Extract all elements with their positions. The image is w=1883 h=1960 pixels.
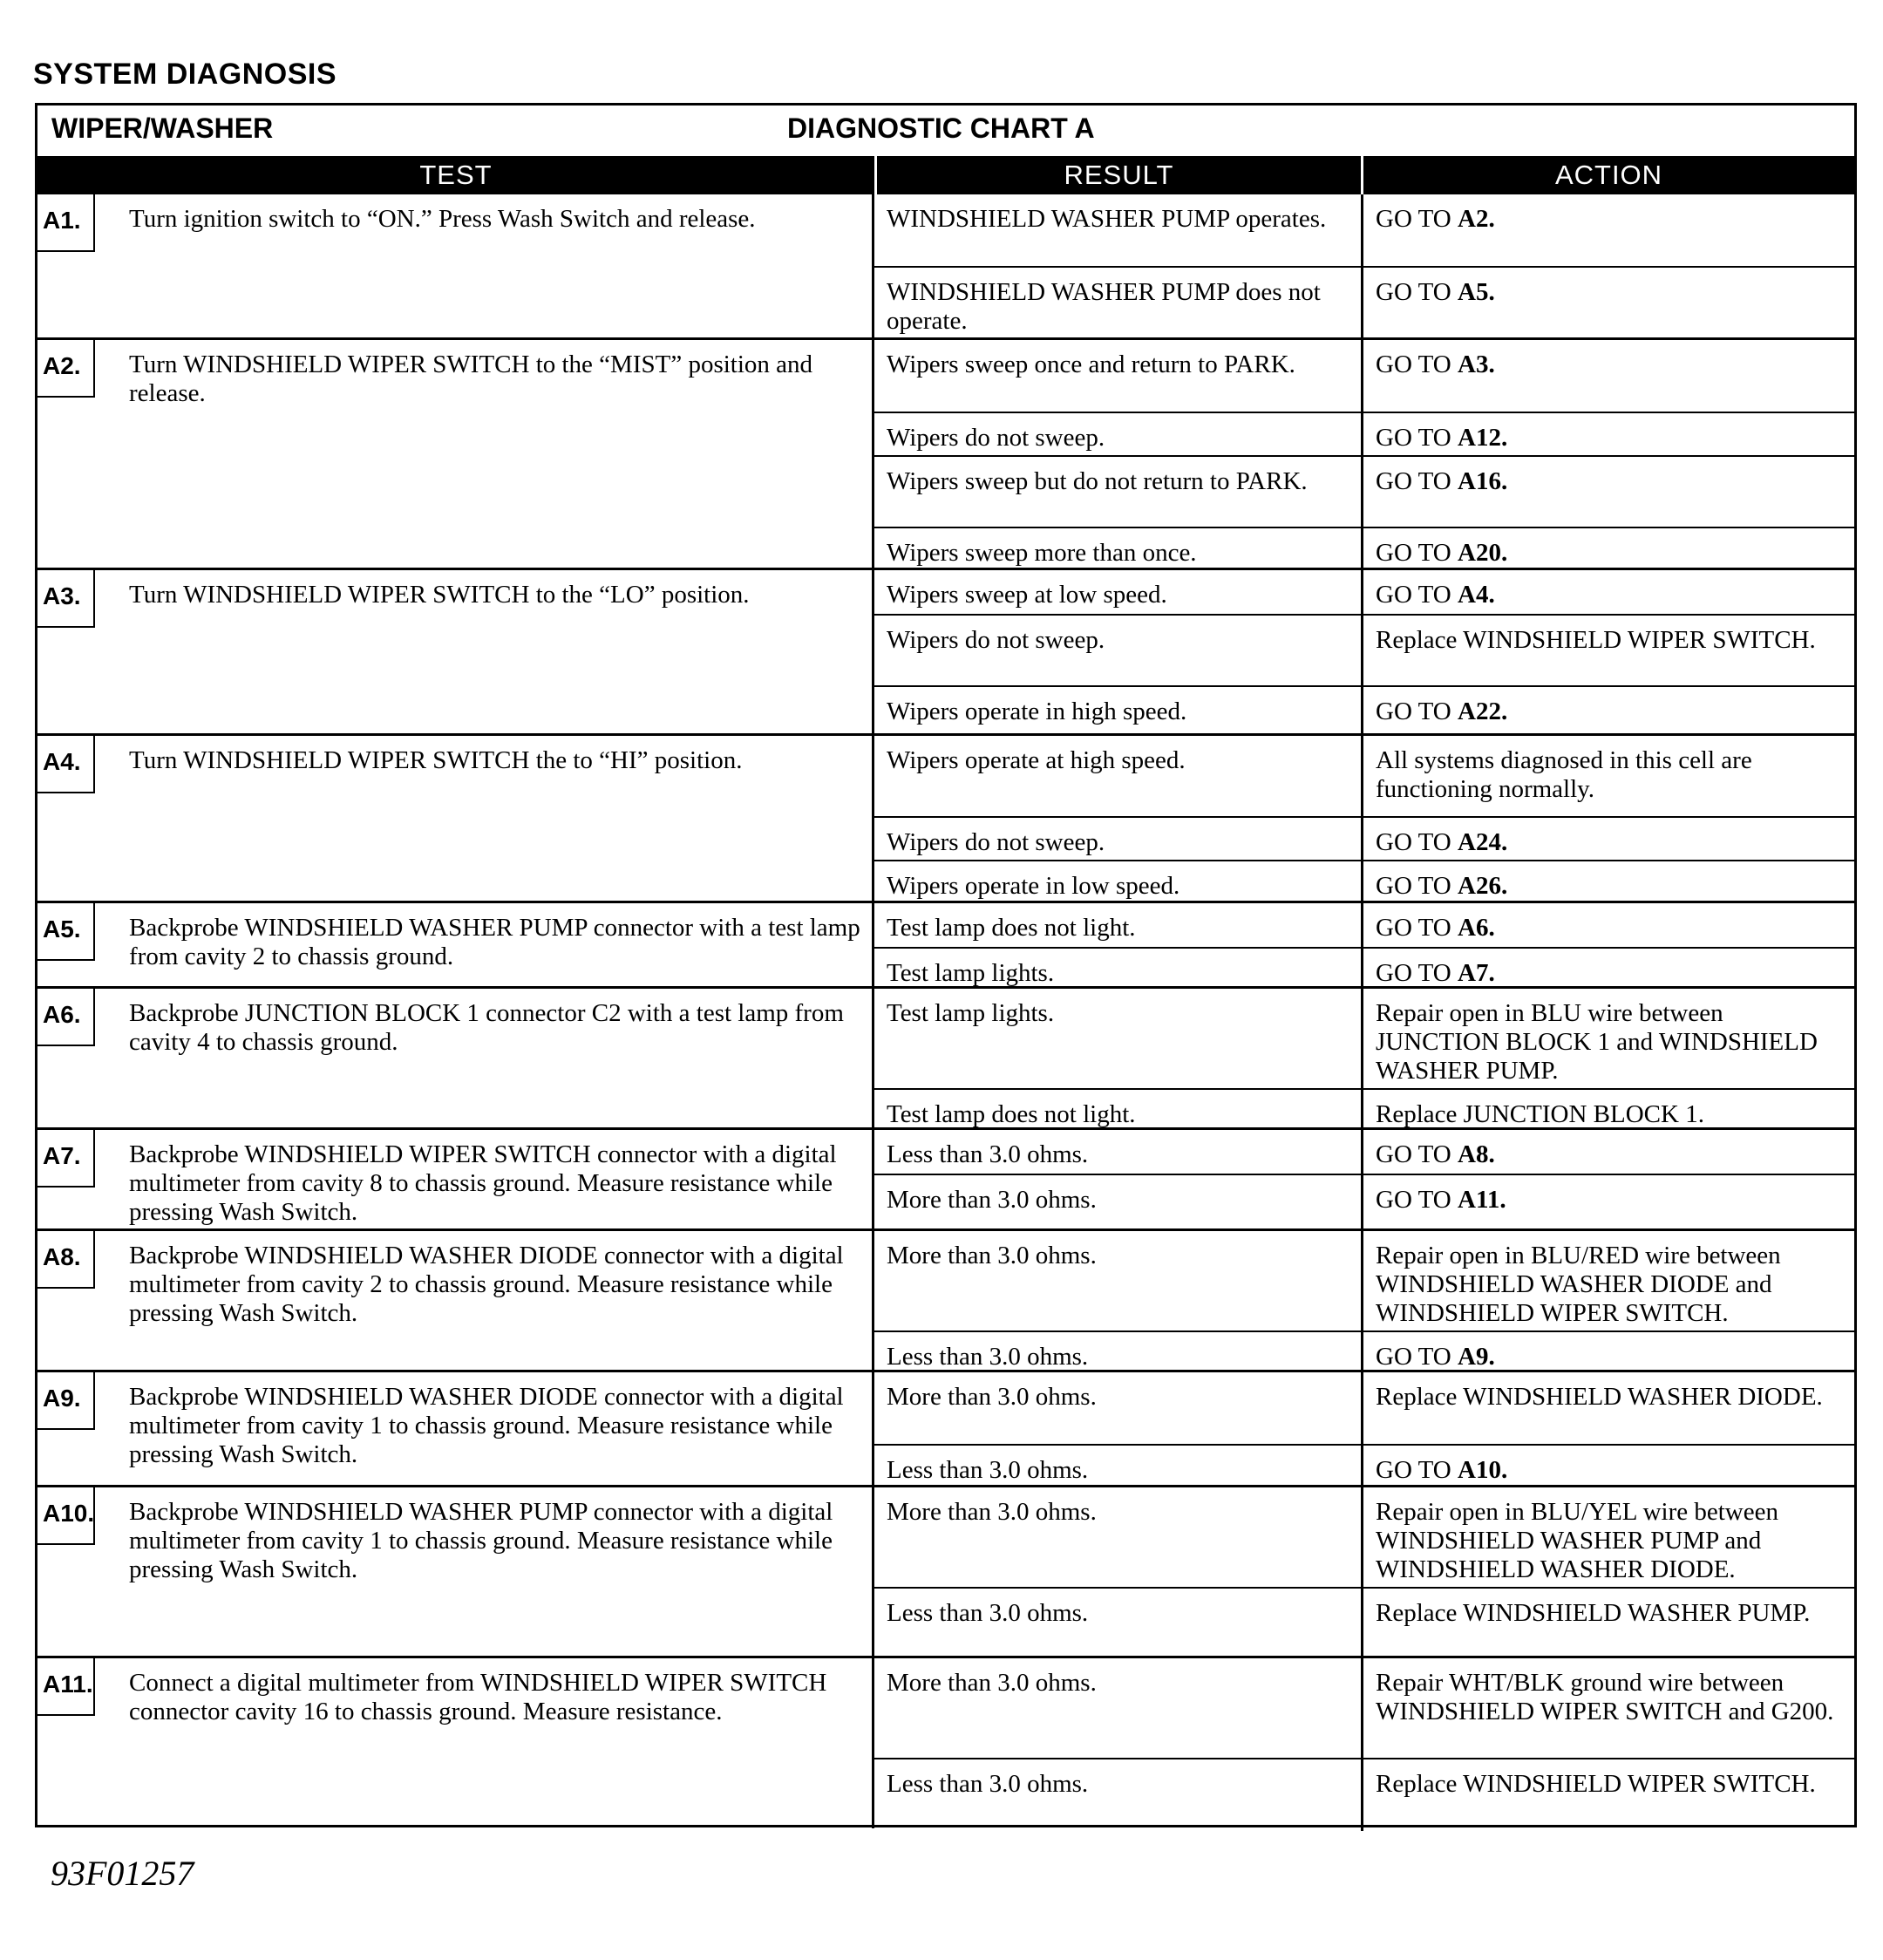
- action-cell: [1361, 457, 1854, 527]
- result-text: Test lamp does not light.: [887, 914, 1136, 942]
- figure-code: 93F01257: [51, 1854, 194, 1893]
- test-text: Backprobe WINDSHIELD WASHER PUMP connector with a digital multimeter from cavity 1 to chassis ground. Measure resistance while pressing Wash Switch.: [129, 1498, 833, 1583]
- result-text: WINDSHIELD WASHER PUMP operates.: [887, 205, 1327, 233]
- action-prefix: GO TO: [1376, 828, 1458, 856]
- action-text: [1376, 1669, 1846, 1726]
- action-cell: [1361, 949, 1854, 989]
- result-row: [874, 1758, 1854, 1831]
- step-id: A2.: [36, 340, 95, 398]
- step-row: [37, 1127, 1854, 1228]
- result-text: Less than 3.0 ohms.: [887, 1599, 1089, 1627]
- step-id: A6.: [36, 989, 95, 1046]
- results-group: [874, 1658, 1854, 1828]
- result-row: [874, 1444, 1854, 1487]
- step-row: [37, 733, 1854, 901]
- diagnostic-chart: [35, 103, 1857, 1827]
- results-group: [874, 736, 1854, 901]
- action-cell: [1361, 1130, 1854, 1174]
- test-text: Turn WINDSHIELD WIPER SWITCH the to “HI” position.: [129, 746, 743, 774]
- action-text: [1376, 1242, 1846, 1328]
- step-row: [37, 986, 1854, 1127]
- action-prefix: GO TO: [1376, 467, 1458, 495]
- action-target: A11.: [1458, 1186, 1506, 1214]
- test-text: Backprobe WINDSHIELD WASHER PUMP connector with a test lamp from cavity 2 to chassis ground.: [129, 914, 860, 970]
- action-text: [1376, 1100, 1846, 1129]
- action-target: A12.: [1458, 424, 1508, 452]
- action-target: A8.: [1458, 1140, 1495, 1168]
- result-text: More than 3.0 ohms.: [887, 1383, 1097, 1411]
- results-group: [874, 1231, 1854, 1370]
- action-text: [1376, 1770, 1846, 1799]
- action-text: [1376, 1343, 1846, 1371]
- action-text: [1376, 1383, 1846, 1412]
- step-row: [37, 1370, 1854, 1485]
- test-cell: [37, 1487, 874, 1656]
- action-text: [1376, 424, 1846, 453]
- test-cell: [37, 570, 874, 733]
- action-cell: [1361, 194, 1854, 266]
- action-cell: [1361, 1231, 1854, 1330]
- result-text: Less than 3.0 ohms.: [887, 1343, 1089, 1371]
- step-id: A7.: [36, 1130, 95, 1188]
- action-text: [1376, 1498, 1846, 1584]
- page-title: SYSTEM DIAGNOSIS: [33, 58, 337, 91]
- action-target: A3.: [1458, 350, 1495, 378]
- result-row: [874, 1130, 1854, 1174]
- result-row: [874, 1372, 1854, 1444]
- chart-title: DIAGNOSTIC CHART A: [787, 112, 1095, 144]
- results-group: [874, 989, 1854, 1127]
- action-text: [1376, 205, 1846, 234]
- action-prefix: GO TO: [1376, 1186, 1458, 1214]
- action-cell: [1361, 1372, 1854, 1444]
- column-header-result: RESULT: [877, 156, 1361, 194]
- action-cell: [1361, 1487, 1854, 1587]
- result-text: More than 3.0 ohms.: [887, 1186, 1097, 1214]
- action-prefix: GO TO: [1376, 205, 1458, 233]
- action-target: A24.: [1458, 828, 1508, 856]
- action-cell: [1361, 268, 1854, 337]
- result-row: [874, 1330, 1854, 1372]
- test-text: Backprobe WINDSHIELD WASHER DIODE connector with a digital multimeter from cavity 2 to chassis ground. Measure resistance while pressing Wash Switch.: [129, 1242, 844, 1327]
- test-text: Turn ignition switch to “ON.” Press Wash Switch and release.: [129, 205, 756, 233]
- action-prefix: GO TO: [1376, 698, 1458, 725]
- chart-rows: [37, 194, 1854, 1828]
- test-cell: [37, 194, 874, 337]
- action-cell: [1361, 528, 1854, 570]
- action-cell: [1361, 1090, 1854, 1130]
- action-text: [1376, 746, 1846, 804]
- action-text: [1376, 350, 1846, 379]
- action-text: [1376, 872, 1846, 901]
- action-prefix: Repair WHT/BLK ground wire between WINDSHIELD WIPER SWITCH and G200.: [1376, 1669, 1834, 1725]
- test-cell: [37, 989, 874, 1127]
- action-prefix: Replace WINDSHIELD WIPER SWITCH.: [1376, 626, 1816, 654]
- test-cell: [37, 1231, 874, 1370]
- action-text: [1376, 959, 1846, 988]
- step-row: [37, 1656, 1854, 1828]
- result-row: [874, 816, 1854, 860]
- step-id: A10.: [36, 1487, 95, 1545]
- action-target: A2.: [1458, 205, 1495, 233]
- action-target: A5.: [1458, 278, 1495, 306]
- action-cell: [1361, 903, 1854, 947]
- action-target: A16.: [1458, 467, 1508, 495]
- action-cell: [1361, 1589, 1854, 1658]
- step-id: A9.: [36, 1372, 95, 1430]
- action-prefix: GO TO: [1376, 581, 1458, 609]
- action-cell: [1361, 340, 1854, 412]
- action-cell: [1361, 818, 1854, 860]
- action-text: [1376, 467, 1846, 496]
- action-target: A22.: [1458, 698, 1508, 725]
- result-row: [874, 455, 1854, 527]
- step-row: [37, 568, 1854, 733]
- action-text: [1376, 698, 1846, 726]
- step-row: [37, 337, 1854, 568]
- test-text: Turn WINDSHIELD WIPER SWITCH to the “LO” position.: [129, 581, 750, 609]
- action-cell: [1361, 861, 1854, 903]
- test-text: Backprobe JUNCTION BLOCK 1 connector C2 with a test lamp from cavity 4 to chassis ground.: [129, 999, 844, 1056]
- step-id: A11.: [36, 1658, 95, 1716]
- results-group: [874, 340, 1854, 568]
- result-text: Test lamp does not light.: [887, 1100, 1136, 1128]
- result-text: Wipers sweep more than once.: [887, 539, 1197, 567]
- action-prefix: Replace WINDSHIELD WIPER SWITCH.: [1376, 1770, 1816, 1798]
- result-row: [874, 685, 1854, 736]
- result-text: Wipers sweep but do not return to PARK.: [887, 467, 1308, 495]
- test-cell: [37, 736, 874, 901]
- result-text: More than 3.0 ohms.: [887, 1669, 1097, 1697]
- action-prefix: GO TO: [1376, 1343, 1458, 1371]
- action-prefix: Repair open in BLU/YEL wire between WINDSHIELD WASHER PUMP and WINDSHIELD WASHER DIODE.: [1376, 1498, 1778, 1583]
- column-header-test: TEST: [37, 156, 874, 194]
- action-cell: [1361, 989, 1854, 1088]
- chart-section: WIPER/WASHER: [51, 112, 274, 144]
- action-target: A10.: [1458, 1456, 1508, 1484]
- result-row: [874, 412, 1854, 455]
- action-text: [1376, 999, 1846, 1085]
- action-text: [1376, 278, 1846, 307]
- results-group: [874, 903, 1854, 986]
- action-prefix: GO TO: [1376, 278, 1458, 306]
- result-row: [874, 340, 1854, 412]
- results-group: [874, 1372, 1854, 1485]
- test-text: Backprobe WINDSHIELD WASHER DIODE connector with a digital multimeter from cavity 1 to chassis ground. Measure resistance while pressing Wash Switch.: [129, 1383, 844, 1468]
- test-text: Turn WINDSHIELD WIPER SWITCH to the “MIST” position and release.: [129, 350, 813, 407]
- action-cell: [1361, 570, 1854, 614]
- step-row: [37, 901, 1854, 986]
- result-text: More than 3.0 ohms.: [887, 1498, 1097, 1526]
- action-prefix: Repair open in BLU/RED wire between WINDSHIELD WASHER DIODE and WINDSHIELD WIPER SWITCH.: [1376, 1242, 1781, 1327]
- action-text: [1376, 1599, 1846, 1628]
- action-cell: [1361, 413, 1854, 455]
- step-row: [37, 1228, 1854, 1370]
- chart-header: [37, 105, 1854, 156]
- test-cell: [37, 1372, 874, 1485]
- action-prefix: Replace WINDSHIELD WASHER DIODE.: [1376, 1383, 1823, 1411]
- result-text: Test lamp lights.: [887, 959, 1055, 987]
- test-cell: [37, 1130, 874, 1228]
- results-group: [874, 1130, 1854, 1228]
- test-cell: [37, 340, 874, 568]
- result-text: Wipers operate in high speed.: [887, 698, 1187, 725]
- action-cell: [1361, 1332, 1854, 1372]
- results-group: [874, 1487, 1854, 1656]
- action-cell: [1361, 1658, 1854, 1758]
- action-text: [1376, 539, 1846, 568]
- step-id: A1.: [36, 194, 95, 252]
- result-text: WINDSHIELD WASHER PUMP does not operate.: [887, 278, 1321, 335]
- result-text: Wipers sweep at low speed.: [887, 581, 1167, 609]
- action-text: [1376, 581, 1846, 609]
- action-target: A26.: [1458, 872, 1508, 900]
- result-text: Wipers do not sweep.: [887, 424, 1105, 452]
- results-group: [874, 194, 1854, 337]
- results-group: [874, 570, 1854, 733]
- step-id: A3.: [36, 570, 95, 628]
- action-prefix: GO TO: [1376, 1140, 1458, 1168]
- action-prefix: GO TO: [1376, 959, 1458, 987]
- action-prefix: GO TO: [1376, 424, 1458, 452]
- action-prefix: Replace JUNCTION BLOCK 1.: [1376, 1100, 1704, 1128]
- result-row: [874, 1587, 1854, 1658]
- result-text: Less than 3.0 ohms.: [887, 1140, 1089, 1168]
- result-row: [874, 860, 1854, 903]
- action-prefix: Repair open in BLU wire between JUNCTION BLOCK 1 and WINDSHIELD WASHER PUMP.: [1376, 999, 1818, 1085]
- result-row: [874, 903, 1854, 947]
- test-text: Backprobe WINDSHIELD WIPER SWITCH connector with a digital multimeter from cavity 8 to chassis ground. Measure resistance while pressing Wash Switch.: [129, 1140, 837, 1226]
- action-cell: [1361, 616, 1854, 685]
- action-text: [1376, 1456, 1846, 1485]
- result-row: [874, 527, 1854, 570]
- result-row: [874, 1231, 1854, 1330]
- result-row: [874, 570, 1854, 614]
- result-row: [874, 266, 1854, 337]
- result-row: [874, 1088, 1854, 1130]
- action-target: A7.: [1458, 959, 1495, 987]
- action-target: A20.: [1458, 539, 1508, 567]
- test-cell: [37, 903, 874, 986]
- action-target: A4.: [1458, 581, 1495, 609]
- result-row: [874, 1174, 1854, 1231]
- action-text: [1376, 828, 1846, 857]
- result-text: Wipers sweep once and return to PARK.: [887, 350, 1295, 378]
- column-header-action: ACTION: [1363, 156, 1854, 194]
- result-row: [874, 947, 1854, 989]
- result-row: [874, 1658, 1854, 1758]
- action-text: [1376, 1186, 1846, 1215]
- step-id: A5.: [36, 903, 95, 961]
- result-text: Wipers operate in low speed.: [887, 872, 1180, 900]
- action-text: [1376, 626, 1846, 655]
- result-text: Test lamp lights.: [887, 999, 1055, 1027]
- action-prefix: GO TO: [1376, 1456, 1458, 1484]
- action-prefix: GO TO: [1376, 914, 1458, 942]
- result-text: Wipers do not sweep.: [887, 626, 1105, 654]
- action-cell: [1361, 736, 1854, 816]
- action-prefix: GO TO: [1376, 872, 1458, 900]
- result-text: Less than 3.0 ohms.: [887, 1770, 1089, 1798]
- result-row: [874, 614, 1854, 685]
- step-row: [37, 194, 1854, 337]
- test-text: Connect a digital multimeter from WINDSHIELD WIPER SWITCH connector cavity 16 to chassis ground. Measure resistance.: [129, 1669, 827, 1725]
- action-prefix: GO TO: [1376, 539, 1458, 567]
- action-cell: [1361, 1759, 1854, 1831]
- action-prefix: All systems diagnosed in this cell are functioning normally.: [1376, 746, 1752, 803]
- action-cell: [1361, 1175, 1854, 1231]
- step-row: [37, 1485, 1854, 1656]
- action-cell: [1361, 687, 1854, 736]
- action-target: A9.: [1458, 1343, 1495, 1371]
- test-cell: [37, 1658, 874, 1828]
- result-row: [874, 194, 1854, 266]
- action-text: [1376, 1140, 1846, 1169]
- action-prefix: Replace WINDSHIELD WASHER PUMP.: [1376, 1599, 1811, 1627]
- result-row: [874, 1487, 1854, 1587]
- result-text: Wipers operate at high speed.: [887, 746, 1186, 774]
- result-text: More than 3.0 ohms.: [887, 1242, 1097, 1269]
- action-target: A6.: [1458, 914, 1495, 942]
- step-id: A4.: [36, 736, 95, 793]
- result-text: Wipers do not sweep.: [887, 828, 1105, 856]
- action-text: [1376, 914, 1846, 943]
- step-id: A8.: [36, 1231, 95, 1289]
- action-cell: [1361, 1446, 1854, 1487]
- action-prefix: GO TO: [1376, 350, 1458, 378]
- result-row: [874, 989, 1854, 1088]
- result-row: [874, 736, 1854, 816]
- result-text: Less than 3.0 ohms.: [887, 1456, 1089, 1484]
